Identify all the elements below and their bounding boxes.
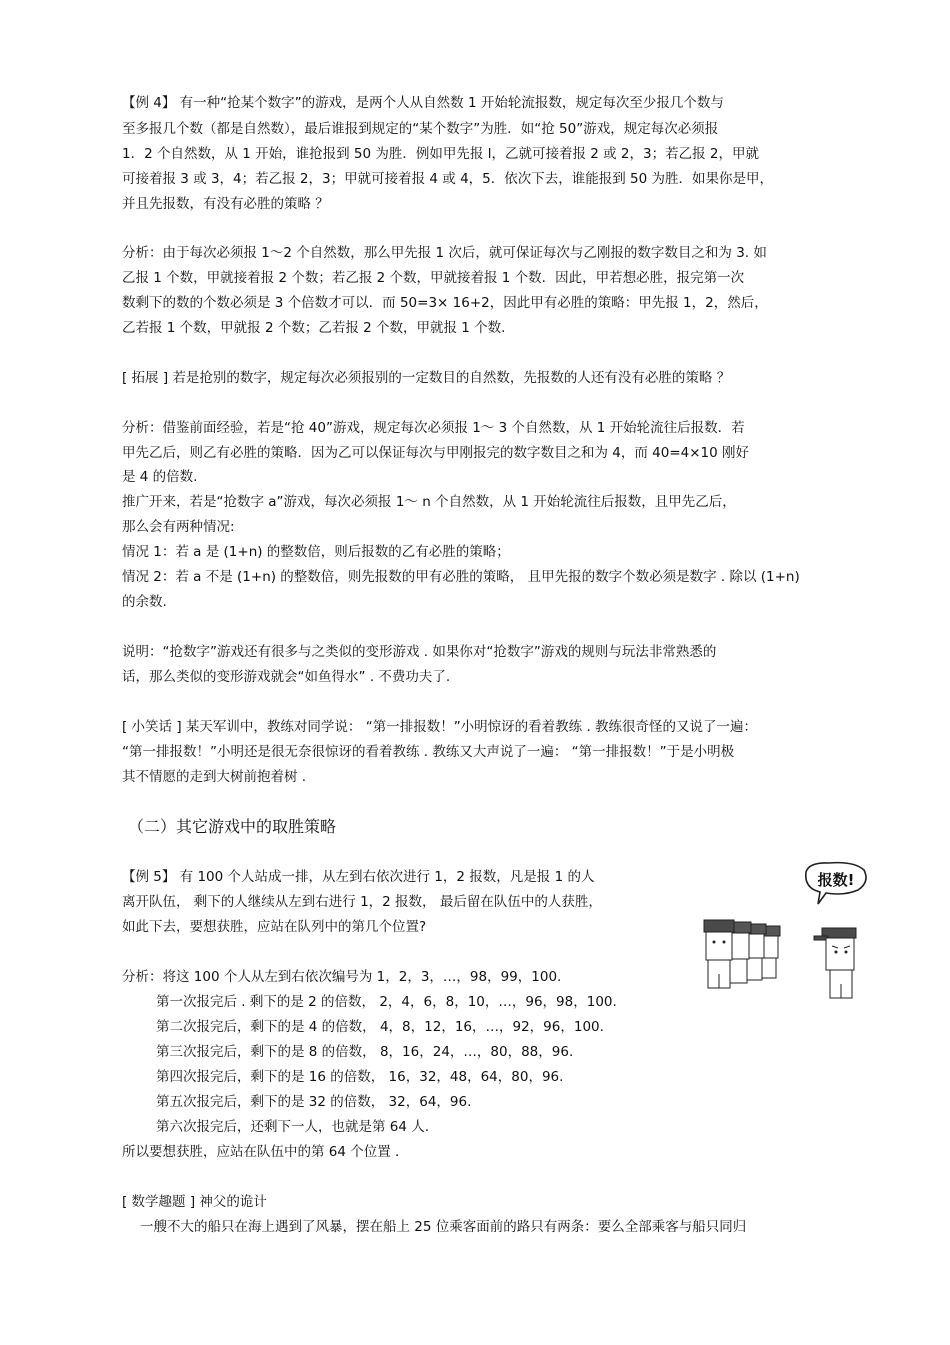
analysis-4-line-2: 乙报 1 个数，甲就接着报 2 个数；若乙报 2 个数，甲就接着报 1 个数．因此，甲若想必胜，报完第一次 — [122, 270, 745, 286]
round-4-line: 第四次报完后，剩下的是 16 的倍数， 16，32，48，64，80，96. — [156, 1069, 564, 1085]
cartoon-soldiers-roll-call-illustration — [694, 858, 894, 1008]
example-5-line-3: 如此下去，要想获胜，应站在队列中的第几个位置? — [122, 919, 427, 935]
extension-question: [ 拓展 ] 若是抢别的数字，规定每次必须报别的一定数目的自然数，先报数的人还有没有必胜的策略 ？ — [122, 370, 731, 386]
soldier-row — [704, 920, 780, 988]
generalization-line-1: 推广开来，若是“抢数字 a”游戏，每次必须报 1～ n 个自然数，从 1 开始轮流往后报数，且甲先乙后， — [122, 494, 736, 510]
case-2-line: 情况 2：若 a 不是 (1+n) 的整数倍，则先报数的甲有必胜的策略， 且甲先报的数字个数必须是数字 . 除以 (1+n) — [122, 569, 800, 585]
case-1-line: 情况 1：若 a 是 (1+n) 的整数倍，则后报数的乙有必胜的策略； — [122, 544, 510, 560]
analysis-ext-line-3: 是 4 的倍数. — [122, 469, 198, 485]
round-1-line: 第一次报完后 . 剩下的是 2 的倍数， 2，4，6，8，10，…，96，98，100. — [156, 994, 617, 1010]
example-4-line-5: 并且先报数，有没有必胜的策略 ？ — [122, 196, 329, 212]
analysis-4-line-4: 乙若报 1 个数，甲就报 2 个数；乙若报 2 个数，甲就报 1 个数. — [122, 320, 506, 336]
round-5-line: 第五次报完后，剩下的是 32 的倍数， 32，64，96. — [156, 1094, 472, 1110]
cartoon-soldiers-roll-call-icon — [694, 858, 894, 1008]
example-4-line-2: 至多报几个数（都是自然数），最后谁报到规定的“某个数字”为胜．如“抢 50”游戏，规定每次必须报 — [122, 121, 719, 137]
analysis-4-line-1: 分析：由于每次必须报 1～2 个自然数，那么甲先报 1 次后，就可保证每次与乙刚报的数字数目之和为 3. 如 — [122, 245, 767, 261]
section-heading: （二）其它游戏中的取胜策略 — [128, 817, 337, 836]
joke-line-1: [ 小笑话 ] 某天军训中，教练对同学说： “第一排报数！”小明惊讶的看着教练 . 教练很奇怪的又说了一遍： — [122, 719, 758, 735]
generalization-line-2: 那么会有两种情况: — [122, 519, 235, 535]
example-5-line-2: 离开队伍， 剩下的人继续从左到右进行 1，2 报数， 最后留在队伍中的人获胜， — [122, 894, 602, 910]
example-4-line-4: 可接着报 3 或 3，4；若乙报 2，3；甲就可接着报 4 或 4，5．依次下去，谁能报到 50 为胜．如果你是甲， — [122, 171, 774, 187]
joke-line-2: “第一排报数！”小明还是很无奈很惊讶的看着教练 . 教练又大声说了一遍： “第一排报数！”于是小明极 — [122, 744, 735, 760]
round-6-line: 第六次报完后，还剩下一人，也就是第 64 人. — [156, 1119, 430, 1135]
round-2-line: 第二次报完后，剩下的是 4 的倍数， 4，8，12，16，…，92，96，100. — [156, 1019, 604, 1035]
speech-bubble — [806, 863, 866, 904]
joke-line-3: 其不情愿的走到大树前抱着树 . — [122, 769, 307, 785]
round-3-line: 第三次报完后，剩下的是 8 的倍数， 8，16，24，…，80，88，96. — [156, 1044, 574, 1060]
note-line-2: 话，那么类似的变形游戏就会“如鱼得水” . 不费功夫了. — [122, 669, 451, 685]
example-4-line-1: 【例 4】 有一种“抢某个数字”的游戏，是两个人从自然数 1 开始轮流报数，规定每次至少报几个数与 — [122, 95, 724, 111]
note-line-1: 说明：“抢数字”游戏还有很多与之类似的变形游戏 . 如果你对“抢数字”游戏的规则与玩法非常熟悉的 — [122, 644, 717, 660]
analysis-5-line-1: 分析：将这 100 个人从左到右依次编号为 1，2，3，…，98，99，100. — [122, 969, 562, 985]
coach-figure — [814, 928, 856, 998]
case-2-line-cont: 的余数. — [122, 594, 167, 610]
analysis-ext-line-2: 甲先乙后，则乙有必胜的策略．因为乙可以保证每次与甲刚报完的数字数目之和为 4，而 40=4×10 刚好 — [122, 445, 750, 461]
example-5-line-1: 【例 5】 有 100 个人站成一排，从左到右依次进行 1，2 报数，凡是报 1 的人 — [122, 869, 595, 885]
math-puzzle-line-1: 一艘不大的船只在海上遇到了风暴，摆在船上 25 位乘客面前的路只有两条：要么全部乘客与船只同归 — [140, 1219, 747, 1235]
speech-bubble-text: 报数! — [817, 871, 855, 889]
math-puzzle-title: [ 数学趣题 ] 神父的诡计 — [122, 1194, 267, 1210]
example-4-line-3: 1．2 个自然数，从 1 开始，谁抢报到 50 为胜．例如甲先报 l，乙就可接着报 2 或 2，3；若乙报 2，甲就 — [122, 146, 759, 162]
conclusion-line: 所以要想获胜，应站在队伍中的第 64 个位置 . — [122, 1144, 400, 1160]
analysis-ext-line-1: 分析：借鉴前面经验，若是“抢 40”游戏，规定每次必须报 1～ 3 个自然数，从 1 开始轮流往后报数．若 — [122, 420, 745, 436]
analysis-4-line-3: 数剩下的数的个数必须是 3 个倍数才可以．而 50=3× 16+2，因此甲有必胜的策略：甲先报 1，2，然后， — [122, 295, 768, 311]
